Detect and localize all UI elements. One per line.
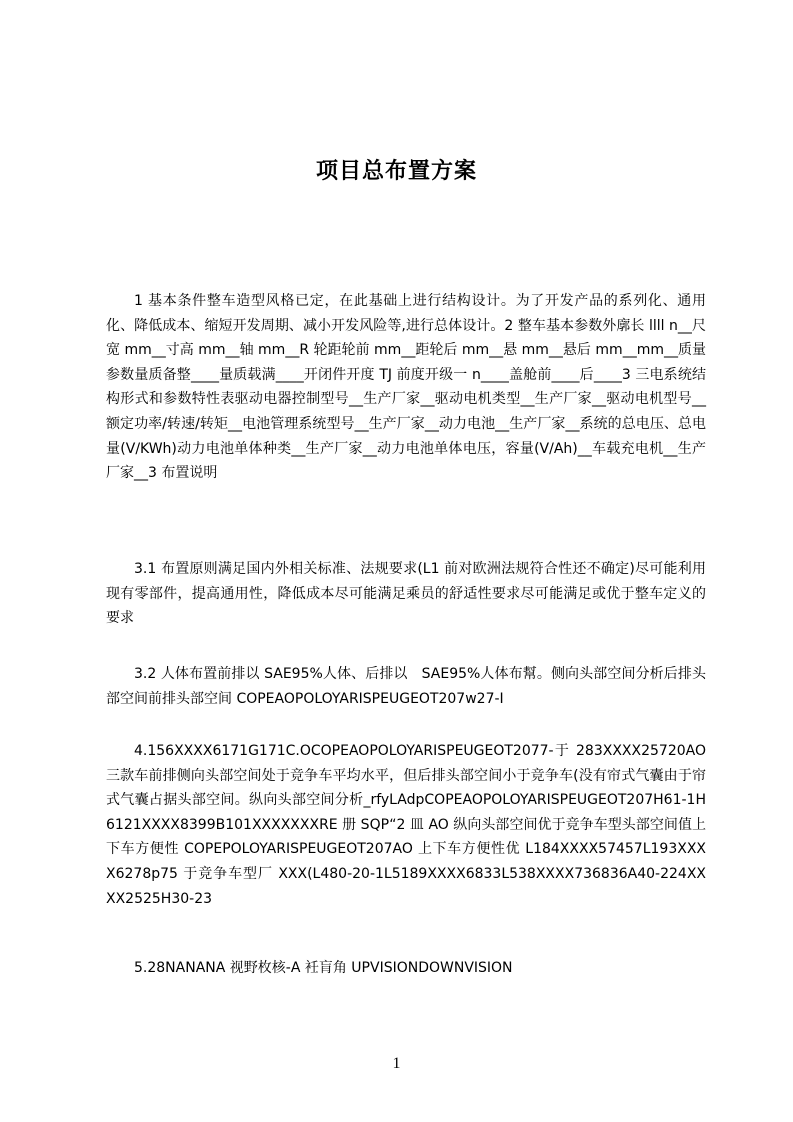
paragraph-basic-conditions: 1 基本条件整车造型风格已定，在此基础上进行结构设计。为了开发产品的系列化、通用化、降低成本、缩短开发周期、减小开发风险等,进行总体设计。2 整车基本参数外廓长 llll n__尺宽 mm__寸高 mm__轴 mm__R 轮距轮前 mm__距轮后 mm__悬 mm__悬后 mm__mm__质量参数量质备整____量质载满____开闭件开度 TJ 前度开级一 n____盖舱前____后____3 三电系统结构形式和参数特性表驱动电器控制型号__生产厂家__驱动电机类型__生产厂家__驱动电机型号__额定功率/转速/转矩__电池管理系统型号__生产厂家__动力电池__生产厂家__系统的总电压、总电量(V/KWh)动力电池单体种类__生产厂家__动力电池单体电压，容量(V/Ah)__车载充电机__生产厂家__3 布置说明 bbox=[106, 293, 706, 482]
document-title: 项目总布置方案 bbox=[315, 158, 477, 184]
paragraph-layout-principles: 3.1 布置原则满足国内外相关标准、法规要求(L1 前对欧洲法规符合性还不确定)尽可能利用现有零部件，提高通用性，降低成本尽可能满足乘员的舒适性要求尽可能满足或优于整车定义的要求 bbox=[106, 561, 706, 627]
paragraph-head-space-analysis: 4.156XXXX6171G171C.OCOPEAOPOLOYARISPEUGEOT2077-于 283XXXX25720AO 三款车前排侧向头部空间处于竞争车平均水平，但后排头部空间小于竞争车(没有帘式气囊由于帘式气囊占据头部空间。纵向头部空间分析_rfyLAdpCOPEAOPOLOYARISPEUGEOT207H61-1H6121XXXX8399B101XXXXXXXRE 册 SQP“2 皿 AO 纵向头部空间优于竞争车型头部空间值上下车方便性 COPEPOLOYARISPEUGEOT207AO 上下车方便性优 L184XXXX57457L193XXXX6278p75 于竞争车型厂 XXX(L480-20-1L5189XXXX6833L538XXXX736836A40-224XXXX2525H30-23 bbox=[106, 743, 706, 907]
page-number: 1 bbox=[392, 1055, 401, 1072]
paragraph-vision-analysis: 5.28NANANA 视野枚核-A 衽肓角 UPVISIONDOWNVISION bbox=[134, 960, 513, 976]
paragraph-human-layout: 3.2 人体布置前排以 SAE95%人体、后排以 SAE95%人体布幫。侧向头部空间分析后排头部空间前排头部空间 COPEAOPOLOYARISPEUGEOT207w27-I bbox=[106, 666, 706, 707]
